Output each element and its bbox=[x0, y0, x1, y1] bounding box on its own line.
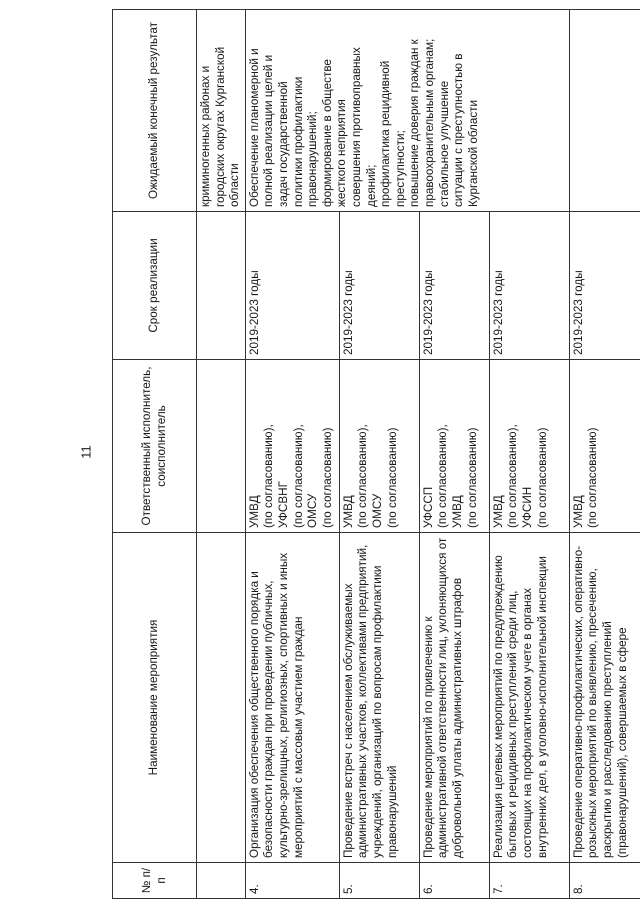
row-executor: УФССП (по согласованию), УМВД (по согласованию) bbox=[419, 360, 489, 533]
header-result: Ожидаемый конечный результат bbox=[113, 10, 197, 212]
row-name: Проведение встреч с населением обслуживаемых административных участков, коллективами предприятий, учреждений, организаций по вопросам профилактики правонарушений bbox=[339, 533, 419, 863]
cont-result: криминогенных районах и городских округах Курганской области bbox=[197, 10, 246, 212]
result-line: стабильное улучшение bbox=[437, 80, 451, 207]
page-number: 11 bbox=[78, 445, 94, 459]
row-name: Организация обеспечения общественного порядка и безопасности граждан при проведении публичных, культурно-зрелищных, религиозных, спортивных и иных мероприятий с массовым участием граждан bbox=[245, 533, 339, 863]
result-line: ситуации с преступностью в bbox=[452, 53, 466, 207]
row-no: 8. bbox=[569, 863, 640, 899]
cont-executor bbox=[197, 360, 246, 533]
measures-table bbox=[112, 9, 640, 899]
row-term: 2019-2023 годы bbox=[569, 212, 640, 360]
row-executor: УМВД (по согласованию), УФСИН (по согласованию) bbox=[489, 360, 569, 533]
row-name: Проведение оперативно-профилактических, оперативно-розыскных мероприятий по выявлению, пресечению, раскрытию и расследованию преступлений (правонарушений), совершаемых в сфере bbox=[569, 533, 640, 863]
merged-result-cell bbox=[245, 10, 569, 212]
row-no: 6. bbox=[419, 863, 489, 899]
row-term: 2019-2023 годы bbox=[489, 212, 569, 360]
table-row bbox=[245, 10, 339, 899]
result-line: совершения противоправных bbox=[349, 47, 363, 207]
result-line: повышение доверия граждан к bbox=[408, 39, 422, 207]
continuation-row bbox=[197, 10, 246, 899]
result-line: деяний; bbox=[364, 164, 378, 207]
header-no: № п/п bbox=[113, 863, 197, 899]
header-executor: Ответственный исполнитель, соисполнитель bbox=[113, 360, 197, 533]
row-executor: УМВД (по согласованию) bbox=[569, 360, 640, 533]
result-line: жесткого неприятия bbox=[335, 99, 349, 207]
result-line: формирование в обществе bbox=[320, 59, 334, 207]
result-line: Обеспечение планомерной и bbox=[247, 48, 261, 207]
row-no: 4. bbox=[245, 863, 339, 899]
table-row bbox=[569, 10, 640, 899]
header-term: Срок реализации bbox=[113, 212, 197, 360]
table-header-row bbox=[113, 10, 197, 899]
row-result bbox=[569, 10, 640, 212]
row-executor: УМВД (по согласованию), ОМСУ (по согласованию) bbox=[339, 360, 419, 533]
row-no: 7. bbox=[489, 863, 569, 899]
cont-name bbox=[197, 533, 246, 863]
row-executor: УМВД (по согласованию), УФСВНГ (по согласованию), ОМСУ (по согласованию) bbox=[245, 360, 339, 533]
result-line: правоохранительным органам; bbox=[422, 38, 436, 207]
plan-table-frame bbox=[112, 10, 629, 899]
result-line: преступности; bbox=[393, 130, 407, 207]
result-line: правонарушений; bbox=[306, 111, 320, 207]
result-line: полной реализации целей и bbox=[262, 54, 276, 207]
result-line: Курганской области bbox=[466, 99, 480, 207]
header-name: Наименование мероприятия bbox=[113, 533, 197, 863]
cont-no bbox=[197, 863, 246, 899]
row-name: Реализация целевых мероприятий по предупреждению бытовых и рецидивных преступлений среди лиц, состоящих на профилактическом учете в органах внутренних дел, в уголовно-исполнительной инспекции bbox=[489, 533, 569, 863]
row-term: 2019-2023 годы bbox=[339, 212, 419, 360]
result-line: политики профилактики bbox=[291, 76, 305, 207]
row-term: 2019-2023 годы bbox=[419, 212, 489, 360]
row-name: Проведение мероприятий по привлечению к административной ответственности лиц, уклоняющихся от добровольной уплаты административных штрафов bbox=[419, 533, 489, 863]
row-no: 5. bbox=[339, 863, 419, 899]
result-line: задач государственной bbox=[276, 81, 290, 207]
result-line: профилактика рецидивной bbox=[379, 60, 393, 207]
cont-term bbox=[197, 212, 246, 360]
row-term: 2019-2023 годы bbox=[245, 212, 339, 360]
